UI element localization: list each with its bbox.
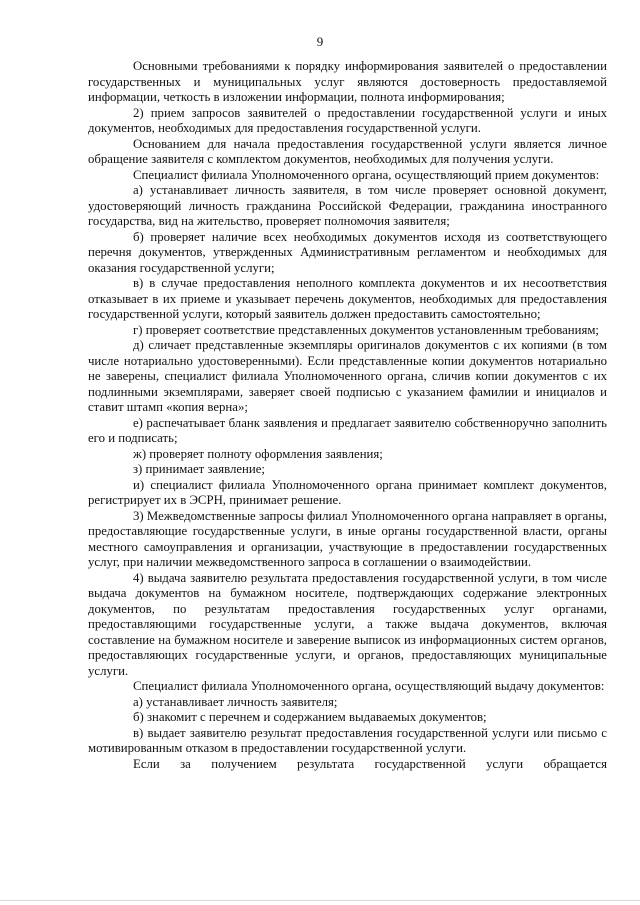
paragraph-continuation: Если за получением результата государственной услуги обращается (133, 756, 607, 771)
page-number: 9 (316, 34, 324, 49)
paragraph-issue-v: в) выдает заявителю результат предоставления государственной услуги или письмо с мотивированным отказом в предоставлении государственной услуги. (88, 725, 607, 755)
paragraph-issue-a: а) устанавливает личность заявителя; (133, 694, 338, 709)
paragraph-info-requirements: Основными требованиями к порядку информирования заявителей о предоставлении государственных и муниципальных услуг являются достоверность предоставляемой информации, четкость в изложении информации, полнота информирования; (88, 59, 607, 104)
page-bottom-edge (0, 900, 640, 901)
paragraph-specialist-issuance: Специалист филиала Уполномоченного органа, осуществляющий выдачу документов: (133, 679, 605, 693)
paragraph-sub-e: е) распечатывает бланк заявления и предлагает заявителю собственноручно заполнить его и подписать; (88, 415, 607, 445)
paragraph-sub-b: б) проверяет наличие всех необходимых документов исходя из соответствующего перечня документов, утвержденных Административным регламентом и необходимых для оказания государственной услуги; (88, 229, 607, 275)
document-body (88, 59, 607, 772)
paragraph-specialist-reception: Специалист филиала Уполномоченного органа, осуществляющий прием документов: (133, 167, 600, 182)
paragraph-sub-zh: ж) проверяет полноту оформления заявления; (133, 446, 383, 461)
paragraph-sub-v: в) в случае предоставления неполного комплекта документов и их несоответствия отказывает в их приеме и указывает перечень документов, необходимых для предоставления государственной услуги, который заявитель должен предоставить самостоятельно; (88, 276, 607, 321)
paragraph-item-2: 2) прием запросов заявителей о предоставлении государственной услуги и иных документов, необходимых для предоставления государственной услуги. (88, 105, 607, 135)
paragraph-sub-d: д) сличает представленные экземпляры оригиналов документов с их копиями (в том числе нотариально удостоверенными). Если представленные копии документов нотариально не заверены, специалист филиала Уполномоченного органа, сличив копии документов с их подлинными экземплярами, заверяет своей подписью с указанием фамилии и инициалов и ставит штамп «копия верна»; (88, 338, 607, 414)
paragraph-issue-b: б) знакомит с перечнем и содержанием выдаваемых документов; (133, 710, 487, 724)
paragraph-item-4: 4) выдача заявителю результата предоставления государственной услуги, в том числе выдача документов на бумажном носителе, подтверждающих содержание электронных документов, по результатам предоставления государственных услуг органами, предоставляющими государственные услуги, а также выдача документов, включая составление на бумажном носителе и заверение выписок из информационных систем органов, предоставляющих государственные услуги, и органов, предоставляющих муниципальные услуги. (88, 570, 607, 678)
paragraph-item-3: 3) Межведомственные запросы филиал Уполномоченного органа направляет в органы, предоставляющие государственные услуги, в иные органы государственной власти, органы местного самоуправления и организации, участвующие в предоставлении государственных услуг, при наличии межведомственного запроса в соглашении о взаимодействии. (88, 508, 607, 569)
paragraph-sub-i: и) специалист филиала Уполномоченного органа принимает комплект документов, регистрирует их в ЭСРН, принимает решение. (88, 477, 607, 507)
paragraph-sub-a: а) устанавливает личность заявителя, в том числе проверяет основной документ, удостоверяющий личность гражданина Российской Федерации, гражданина иностранного государства, вид на жительство, проверяет полномочия заявителя; (88, 183, 607, 228)
paragraph-basis: Основанием для начала предоставления государственной услуги является личное обращение заявителя с комплектом документов, необходимых для получения услуги. (88, 136, 607, 166)
paragraph-sub-g: г) проверяет соответствие представленных документов установленным требованиям; (133, 322, 599, 337)
paragraph-sub-z: з) принимает заявление; (133, 462, 265, 476)
